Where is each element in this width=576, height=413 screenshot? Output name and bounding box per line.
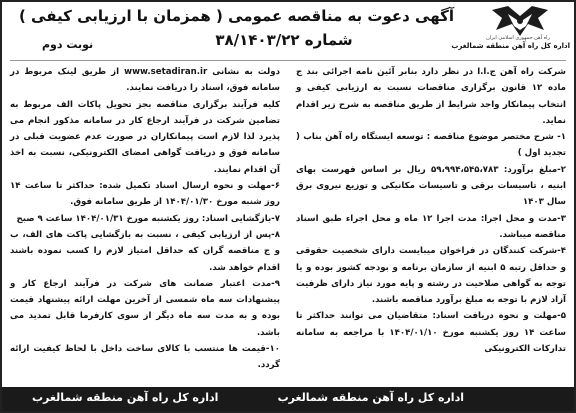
page-title: آگهی دعوت به مناقصه عمومی ( همزمان با ارزیابی کیفی )	[18, 7, 454, 25]
intro-paragraph: شرکت راه آهن ج.ا.ا در نظر دارد بنابر آئین نامه اجرائی بند ج ماده ۱۲ قانون برگزاری مناقصات نسبت به ارزیابی کیفی و انتخاب پیمانکار واجد شرایط از طریق مناقصه به شرح زیر اقدام نماید.	[296, 67, 566, 126]
notice-header	[2, 2, 574, 60]
item-subject: ۱- شرح مختصر موضوع مناقصه : توسعه ایستگاه راه آهن بناب ( تجدید اول )	[296, 132, 566, 159]
process-paragraph: کلیه فرآیند برگزاری مناقصه بجز تحویل پاکات الف مربوط به تضامین شرکت در فرآیند ارجاع کار در سامانه مذکور انجام می پذیرد لذا لازم است پیمانکاران در صورت عدم عضویت قبلی در سامانه فوق و دریافت گواهی امضای الکترونیکی، نسبت به اخذ آن اقدام نمایند.	[10, 99, 280, 175]
footer-bar	[2, 387, 574, 411]
portal-text-pre: دولت به نشانی	[212, 67, 280, 77]
item-eligibility: ۴-شرکت کنندگان در فراخوان میبایست دارای شخصیت حقوقی و حداقل رتبه ۵ ابنیه از سازمان برنامه و بودجه کشور بوده و یا توجه به گواهی صلاحیت در رشته و پایه مورد نیاز دارای ظرفیت آزاد لازم با توجه به مبلغ برآورد مناقصه باشند.	[296, 246, 566, 306]
item-guarantee-validity: ۹-مدت اعتبار ضمانت های شرکت در فرآیند ارجاع کار و پیشنهادات سه ماه شمسی از آخرین مهلت ارائه پیشنهاد قیمت بوده و به مدت سه ماه دیگر از سوی کارفرما قابل تمدید می باشد.	[10, 278, 280, 338]
item-submission-deadline: ۶-مهلت و نحوه ارسال اسناد تکمیل شده: حداکثر تا ساعت ۱۴ روز شنبه مورخ ۱۴۰۴/۰۱/۳۰ از طریق سامانه فوق.	[10, 181, 280, 208]
footer-organization-right: اداره کل راه آهن منطقه شمالغرب	[277, 391, 464, 404]
header-divider	[10, 60, 566, 61]
logo-organization: اداره کل راه آهن منطقه شمالغرب	[451, 42, 570, 50]
item-evaluation: ۸-پس از ارزیابی کیفی ، نسبت به بازگشایی پاکت های الف، ب و ج مناقصه گران که حداقل امتیاز لازم را کسب نموده باشند اقدام خواهد شد.	[10, 229, 280, 273]
round-label: نوبت دوم	[42, 38, 94, 51]
item-opening: ۷-بازگشایی اسناد: روز یکشنبه مورخ ۱۴۰۴/۰۱/۳۱ ساعت ۹ صبح	[16, 213, 280, 224]
portal-link[interactable]: www.setadiran.ir	[124, 67, 208, 77]
train-emblem-icon	[488, 4, 552, 38]
notice-number: شماره ۳۸/۱۴۰۳/۲۲	[215, 31, 353, 49]
item-duration: ۳-مدت و محل اجرا: مدت اجرا ۱۲ ماه و محل اجراء طبق اسناد مناقصه میباشد.	[296, 213, 566, 240]
item-document-deadline: ۵-مهلت و نحوه دریافت اسناد: متقاضیان می توانند حداکثر تا ساعت ۱۴ روز یکشنبه مورخ ۱۴۰۴/۰۱/۱۰ با مراجعه به سامانه تدارکات الکترونیکی	[296, 311, 566, 355]
logo-caption: راه آهن جمهوری اسلامی ایران	[486, 35, 550, 41]
portal-paragraph	[10, 64, 280, 97]
left-column	[10, 64, 280, 374]
portal-text-post: از طریق لینک مربوط در سامانه فوق، اسناد را دریافت نمایند.	[10, 67, 280, 94]
footer-organization-left: اداره کل راه آهن منطقه شمالغرب	[32, 391, 219, 404]
item-estimate: ۲-مبلغ برآورد: ۵۹،۹۹۴،۵۴۵،۷۸۳ ریال بر اساس فهرست بهای ابنیه ، تاسیسات برقی و تاسیسات مکانیکی و توزیع نیروی برق سال ۱۴۰۳	[296, 164, 566, 208]
railway-logo	[451, 4, 570, 60]
right-column	[296, 64, 566, 357]
item-domestic-goods: ۱۰-قیمت ها منتسب با کالای ساخت داخل با لحاظ کیفیت ارائه گردد.	[10, 344, 280, 371]
